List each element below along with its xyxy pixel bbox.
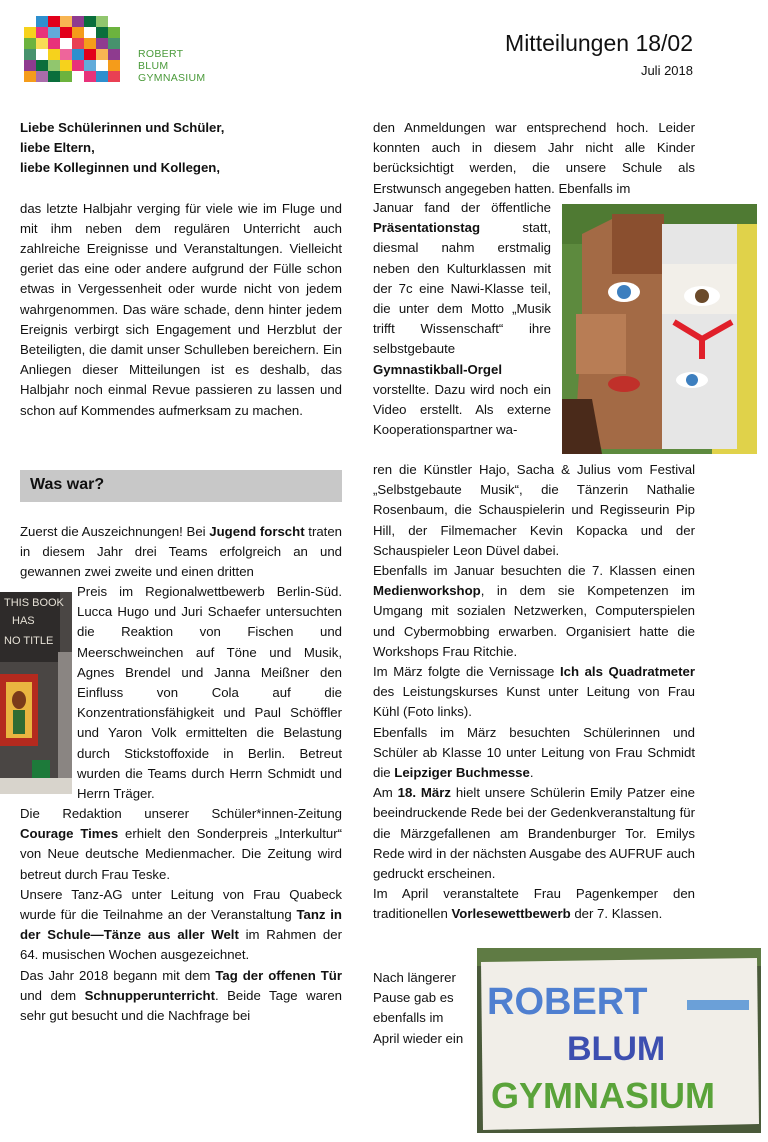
awards-intro: [20, 522, 342, 583]
logo-tile: [60, 71, 72, 82]
logo-tile: [24, 71, 36, 82]
logo-tile: [36, 49, 48, 60]
paragraph: Ebenfalls im März besuchten Schülerinnen und Schüler ab Klasse 10 unter Leitung von Frau Schmidt die Leipziger Buchmesse.: [373, 724, 695, 781]
school-name-line: GYMNASIUM: [138, 72, 206, 84]
logo-tile: [36, 71, 48, 82]
paragraph: Zuerst die Auszeichnungen! Bei Jugend forscht traten in diesem Jahr drei Teams erfolgreich an und gewannen zwei zweite und einen dritten: [20, 524, 343, 580]
logo-tile: [36, 16, 48, 27]
logo-tile: [24, 16, 36, 27]
logo-tile: [72, 49, 84, 60]
greeting-line: liebe Eltern,: [20, 140, 95, 156]
logo-tile: [60, 27, 72, 38]
awards-more: [20, 804, 342, 1026]
art-text: HAS: [12, 615, 35, 627]
logo-tile: [84, 16, 96, 27]
right-top: [373, 118, 695, 199]
logo-mosaic: [24, 16, 120, 82]
logo-tile: [60, 49, 72, 60]
school-name-line: ROBERT: [138, 48, 184, 60]
logo-tile: [36, 38, 48, 49]
paragraph: Die Redaktion unserer Schüler*innen-Zeitung Courage Times erhielt den Sonderpreis „Interkultur“ von Neue deutsche Medienmacher. Die Zeitung wird betreut durch Frau Teske.: [20, 806, 342, 882]
logo-tile: [24, 49, 36, 60]
banner-text: ROBERT: [487, 981, 648, 1023]
intro-block: [20, 118, 342, 421]
logo-tile: [36, 27, 48, 38]
paragraph: Januar fand der öffentliche Präsentationstag statt, diesmal nahm erstmalig neben den Kulturklassen mit der 7c eine Nawi-Klasse teil, die unter dem Motto „Musik trifft Wissenschaft“ ihre selbstgebaute Gymnastikball-Orgel vorstellte. Dazu wird noch ein Video erstellt. Als externe Kooperationspartner wa-: [373, 200, 551, 438]
logo-tile: [72, 16, 84, 27]
art-text: THIS BOOK: [4, 597, 64, 609]
paragraph: ren die Künstler Hajo, Sacha & Julius vom Festival „Selbstgebaute Musik“, die Tänzerin Nathalie Rosenbaum, die Schauspielerin und Regisseurin Pip Hill, der Filmemacher Kevin Kopacka und der Schauspieler Leon Düvel dabei.: [373, 462, 695, 558]
awards-detail: [77, 582, 342, 804]
newsletter-title: Mitteilungen 18/02: [505, 30, 693, 56]
logo-tile: [72, 71, 84, 82]
logo-tile: [108, 27, 120, 38]
logo-tile: [84, 60, 96, 71]
logo-tile: [72, 38, 84, 49]
paragraph: Preis im Regionalwettbewerb Berlin-Süd. Lucca Hugo und Juri Schaefer untersuchten die Reaktion von Fischen und Meerschweinchen auf Töne und Musik, Agnes Brendel und Janna Meißner den Einfluss von Cola auf die Konzentrationsfähigkeit und Paul Schöffler und Yaron Volk ermittelten die Belastung durch Stickstoffoxide in Berlin. Betreut wurden die Teams durch Herrn Schmidt und Herrn Träger.: [77, 584, 342, 802]
paragraph: Ebenfalls im Januar besuchten die 7. Klassen einen Medienworkshop, in dem sie Kompetenzen im Umgang mit sozialen Netzwerken, Computerspielen und Cybermobbing erwarben. Organisiert hatte die Workshops Frau Ritchie.: [373, 563, 695, 659]
logo-tile: [108, 16, 120, 27]
school-name-line: BLUM: [138, 60, 169, 72]
logo-tile: [72, 27, 84, 38]
logo-tile: [48, 27, 60, 38]
logo-tile: [96, 16, 108, 27]
logo-tile: [96, 27, 108, 38]
logo-tile: [108, 60, 120, 71]
logo-tile: [60, 38, 72, 49]
logo-tile: [96, 49, 108, 60]
section-title: Was war?: [30, 476, 105, 493]
paragraph: Im März folgte die Vernissage Ich als Quadratmeter des Leistungskurses Kunst unter Leitung von Frau Kühl (Foto links).: [373, 664, 695, 720]
paragraph: Im April veranstaltete Frau Pagenkemper den traditionellen Vorlesewettbewerb der 7. Klassen.: [373, 886, 695, 922]
logo-tile: [24, 38, 36, 49]
logo-tile: [84, 71, 96, 82]
paragraph: Das Jahr 2018 begann mit dem Tag der offenen Tür und dem Schnupperunterricht. Beide Tage waren sehr gut besucht und die Nachfrage bei: [20, 967, 342, 1024]
school-name: [138, 48, 205, 84]
logo-tile: [48, 49, 60, 60]
art-exhibition-photo: [0, 592, 72, 794]
intro-paragraph: das letzte Halbjahr verging für viele wie im Fluge und mit ihm neben dem regulären Unterricht auch zahlreiche Ereignisse und Veranstaltungen. Vielleicht geriet das eine oder andere aufgrund der Fülle schon etwas in Vergessenheit oder wurde nicht von jedem wahrgenommen. Das wäre schade, denn hinter jedem Ereignis verbirgt sich Engagement und Herzblut der Beteiligten, die damit unser Schulleben bereichern. Ein Anliegen dieser Mitteilungen ist es deshalb, das Halbjahr noch einmal Revue passieren zu lassen und schon auf Kommendes aufmerksam zu machen.: [20, 200, 342, 418]
school-logo: [24, 16, 120, 82]
greeting-line: liebe Kolleginnen und Kollegen,: [20, 160, 221, 176]
logo-tile: [60, 60, 72, 71]
right-bottom: [373, 968, 468, 1049]
school-banner-photo: [477, 948, 761, 1133]
paragraph: den Anmeldungen war entsprechend hoch. Leider konnten auch in diesem Jahr nicht alle Kinder berücksichtigt werden, die unsere Schule als Erstwunsch angegeben hatten. Ebenfalls im: [373, 120, 695, 196]
logo-tile: [84, 27, 96, 38]
logo-tile: [48, 60, 60, 71]
logo-tile: [36, 60, 48, 71]
paragraph: Unsere Tanz-AG unter Leitung von Frau Quabeck wurde für die Teilnahme an der Veranstaltung Tanz in der Schule—Tänze aus aller Welt im Rahmen der 64. musischen Wochen ausgezeichnet.: [20, 886, 342, 963]
logo-tile: [96, 71, 108, 82]
logo-tile: [60, 16, 72, 27]
logo-tile: [48, 38, 60, 49]
right-middle: [373, 460, 695, 925]
paragraph: Nach längerer Pause gab es ebenfalls im April wieder ein: [373, 970, 464, 1046]
newsletter-date: Juli 2018: [640, 63, 693, 78]
art-text: NO TITLE: [4, 635, 54, 647]
logo-tile: [72, 60, 84, 71]
right-beside-photo: [373, 198, 551, 440]
logo-tile: [24, 27, 36, 38]
logo-tile: [84, 49, 96, 60]
banner-text: BLUM: [567, 1030, 666, 1068]
logo-tile: [48, 16, 60, 27]
logo-tile: [48, 71, 60, 82]
logo-tile: [108, 71, 120, 82]
paragraph: Am 18. März hielt unsere Schülerin Emily Patzer eine beeindruckende Rede bei der Gedenkveranstaltung für die Märzgefallenen am Brandenburger Tor. Emilys Rede wird in der nächsten Ausgabe des AUFRUF auch gedruckt erscheinen.: [373, 785, 695, 882]
section-heading: [20, 470, 342, 502]
logo-tile: [84, 38, 96, 49]
logo-tile: [96, 60, 108, 71]
greeting-line: Liebe Schülerinnen und Schüler,: [20, 120, 225, 135]
logo-tile: [96, 38, 108, 49]
logo-tile: [108, 38, 120, 49]
banner-text: GYMNASIUM: [491, 1075, 715, 1116]
mask-artwork-photo: [562, 204, 757, 454]
logo-tile: [108, 49, 120, 60]
logo-tile: [24, 60, 36, 71]
